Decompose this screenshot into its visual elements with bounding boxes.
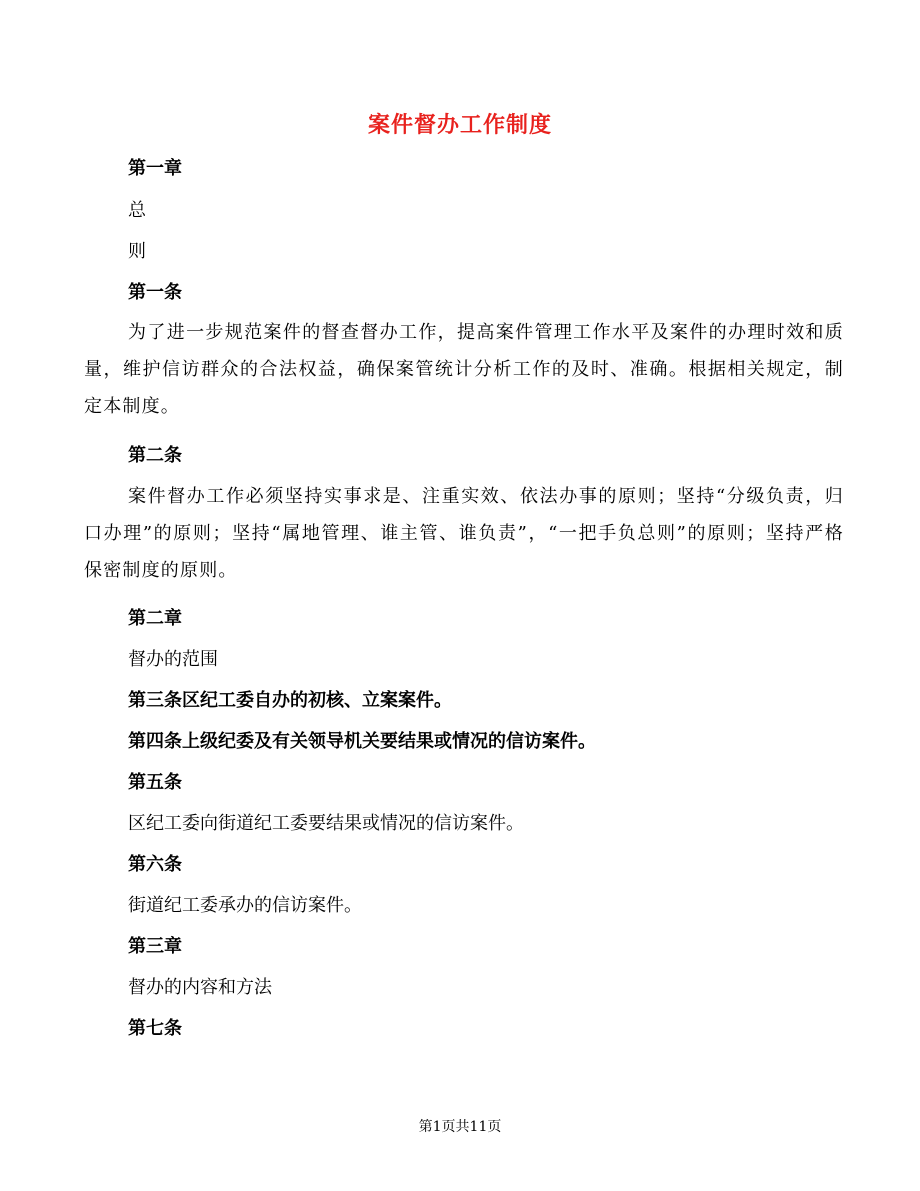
- article-5-body: 区纪工委向街道纪工委要结果或情况的信访案件。: [128, 813, 524, 834]
- article-7-heading: 第七条: [128, 1018, 182, 1039]
- chapter-1-heading: 第一章: [128, 158, 182, 179]
- chapter-1-title-part-2: 则: [128, 241, 146, 262]
- article-1-heading: 第一条: [128, 282, 182, 303]
- article-3: 第三条区纪工委自办的初核、立案案件。: [128, 690, 452, 711]
- chapter-1-title-part-1: 总: [128, 200, 146, 221]
- article-2-heading: 第二条: [128, 445, 182, 466]
- chapter-2-title: 督办的范围: [128, 649, 218, 670]
- article-2-body: 案件督办工作必须坚持实事求是、注重实效、依法办事的原则；坚持“分级负责，归口办理”的原则；坚持“属地管理、谁主管、谁负责”，“一把手负总则”的原则；坚持严格保密制度的原则。: [84, 486, 844, 581]
- article-6-heading: 第六条: [128, 854, 182, 875]
- article-4: 第四条上级纪委及有关领导机关要结果或情况的信访案件。: [128, 731, 596, 752]
- article-5-heading: 第五条: [128, 772, 182, 793]
- document-title: 案件督办工作制度: [367, 113, 552, 138]
- page-number: 第1页共11页: [418, 1119, 502, 1135]
- article-1-body: 为了进一步规范案件的督查督办工作，提高案件管理工作水平及案件的办理时效和质量，维护信访群众的合法权益，确保案管统计分析工作的及时、准确。根据相关规定，制定本制度。: [84, 322, 844, 417]
- chapter-3-heading: 第三章: [128, 936, 182, 957]
- chapter-3-title: 督办的内容和方法: [128, 977, 272, 998]
- article-6-body: 街道纪工委承办的信访案件。: [128, 895, 362, 916]
- chapter-2-heading: 第二章: [128, 608, 182, 629]
